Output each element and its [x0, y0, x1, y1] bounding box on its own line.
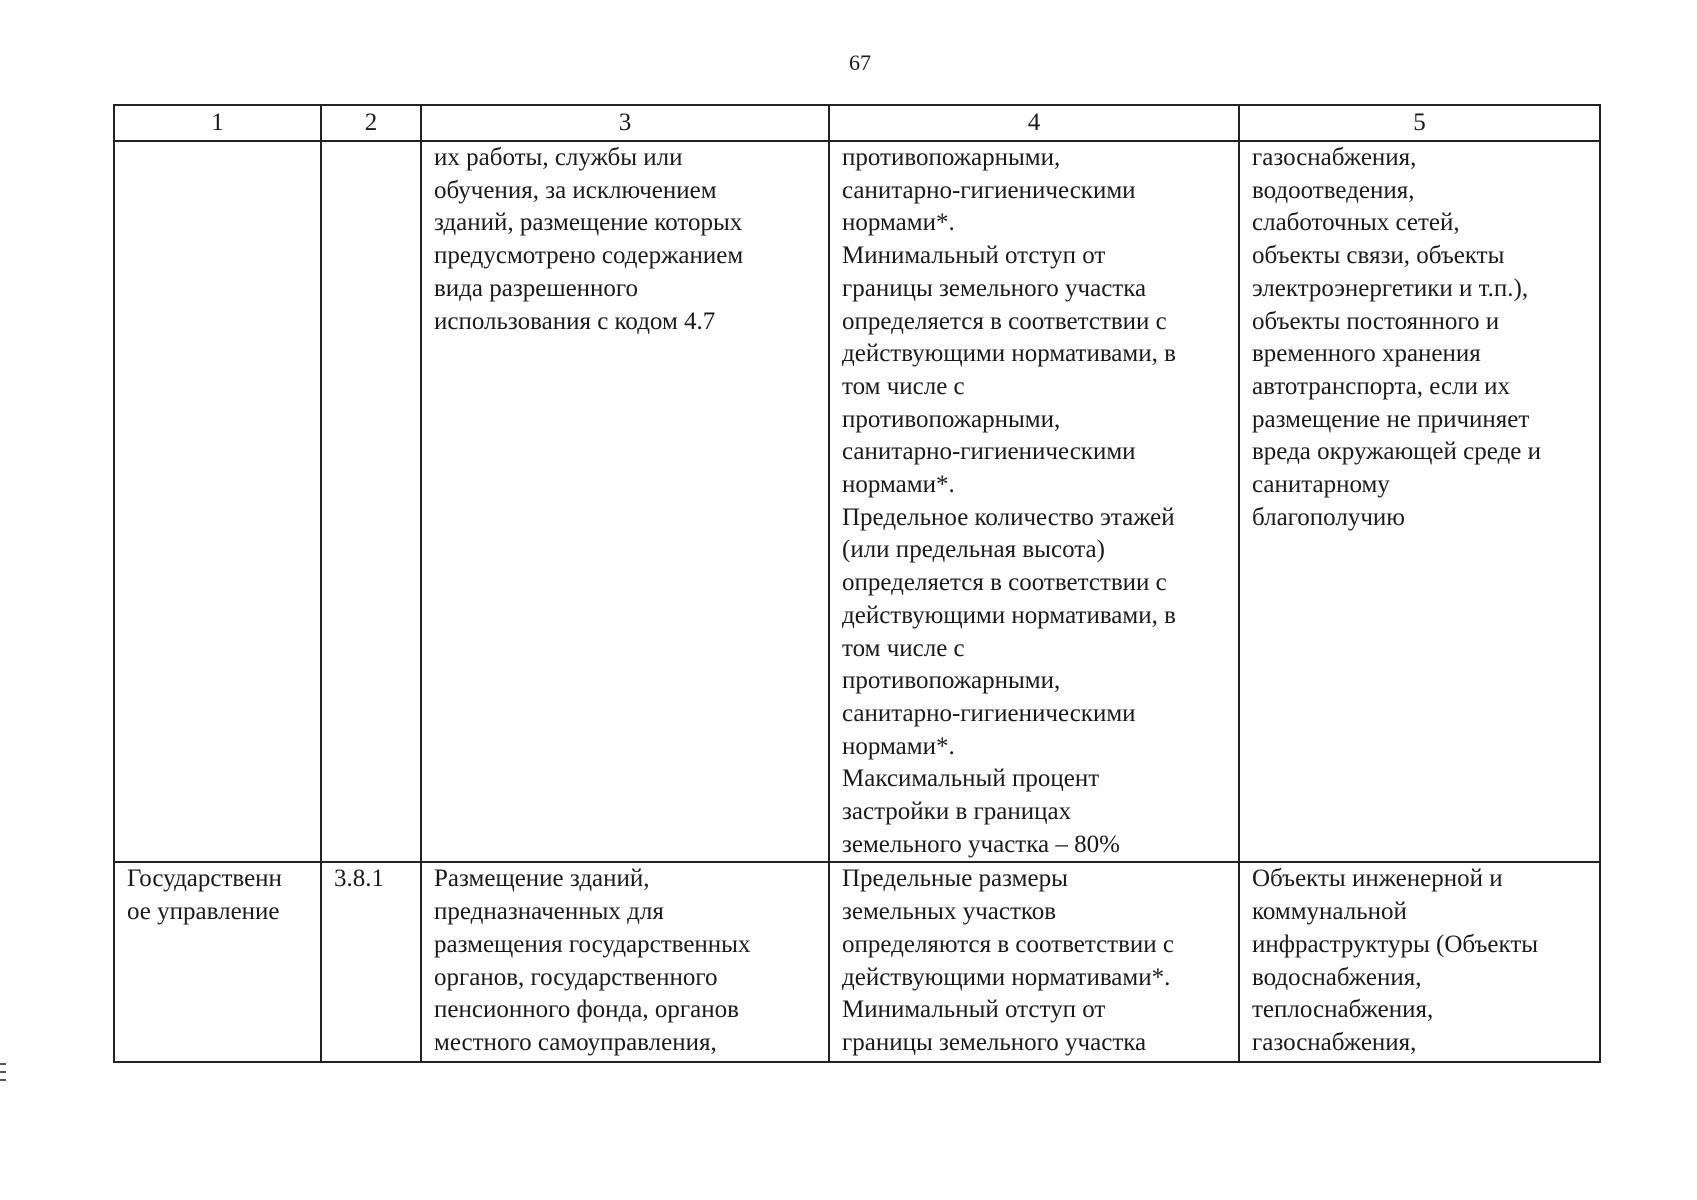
- cell-text-line: вреда окружающей среде и: [1252, 438, 1541, 466]
- cell-text-line: Государственн: [127, 865, 282, 893]
- cell-text-line: ое управление: [127, 898, 280, 926]
- cell-text-line: электроэнергетики и т.п.),: [1252, 274, 1529, 302]
- cell-text-line: благополучию: [1252, 503, 1405, 531]
- cell-parameters: [829, 862, 1239, 1062]
- cell-use-name: [114, 862, 321, 1062]
- cell-text-line: размещения государственных: [434, 930, 751, 958]
- cell-text-line: нормами*.: [842, 209, 955, 237]
- cell-text-line: местного самоуправления,: [434, 1028, 717, 1056]
- cell-text-line: границы земельного участка: [842, 274, 1147, 302]
- header-col-5: 5: [1239, 105, 1600, 141]
- cell-text-line: органов, государственного: [434, 963, 718, 991]
- cell-text-line: пенсионного фонда, органов: [434, 996, 739, 1024]
- cell-text-line: Размещение зданий,: [434, 865, 650, 893]
- cell-text-line: противопожарными,: [842, 405, 1061, 433]
- cell-text-line: том числе с: [842, 634, 965, 662]
- scan-edge-mark: [0, 1079, 6, 1081]
- cell-text-line: предназначенных для: [434, 898, 664, 926]
- cell-text-line: обучения, за исключением: [434, 176, 717, 204]
- cell-text-line: земельного участка – 80%: [842, 830, 1120, 858]
- cell-text-line: (или предельная высота): [842, 536, 1105, 564]
- cell-text-line: водоснабжения,: [1252, 963, 1422, 991]
- header-col-4: 4: [829, 105, 1239, 141]
- cell-text-line: водоотведения,: [1252, 176, 1415, 204]
- header-col-1: 1: [114, 105, 321, 141]
- cell-text-line: нормами*.: [842, 732, 955, 760]
- cell-text-line: Предельные размеры: [842, 865, 1068, 893]
- cell-text-line: 3.8.1: [334, 865, 384, 893]
- cell-text-line: санитарно-гигиеническими: [842, 699, 1136, 727]
- cell-text-line: автотранспорта, если их: [1252, 372, 1511, 400]
- cell-text-line: определяются в соответствии с: [842, 930, 1175, 958]
- cell-text-line: предусмотрено содержанием: [434, 242, 744, 270]
- cell-text-line: застройки в границах: [842, 798, 1072, 826]
- cell-text-line: газоснабжения,: [1252, 144, 1417, 171]
- cell-text-line: временного хранения: [1252, 340, 1481, 368]
- cell-text-line: слаботочных сетей,: [1252, 209, 1460, 237]
- cell-text-line: санитарному: [1252, 471, 1390, 499]
- cell-use-description: [421, 141, 829, 862]
- page-number: 67: [849, 50, 871, 75]
- cell-text-line: инфраструктуры (Объекты: [1252, 930, 1539, 958]
- cell-text-line: Минимальный отступ от: [842, 996, 1106, 1024]
- cell-text-line: объекты связи, объекты: [1252, 242, 1505, 270]
- cell-use-code: [321, 141, 421, 862]
- cell-text-line: объекты постоянного и: [1252, 307, 1500, 335]
- table-row: [114, 141, 1600, 862]
- cell-text-line: действующими нормативами*.: [842, 963, 1171, 991]
- cell-auxiliary-uses: [1239, 862, 1600, 1062]
- cell-use-description: [421, 862, 829, 1062]
- cell-text-line: действующими нормативами, в: [842, 601, 1176, 629]
- cell-text-line: коммунальной: [1252, 898, 1407, 926]
- cell-text-line: противопожарными,: [842, 667, 1061, 695]
- cell-text-line: определяется в соответствии с: [842, 307, 1167, 335]
- cell-text-line: действующими нормативами, в: [842, 340, 1176, 368]
- cell-text-line: использования с кодом 4.7: [434, 307, 716, 335]
- cell-text-line: зданий, размещение которых: [434, 209, 743, 237]
- header-col-2: 2: [321, 105, 421, 141]
- cell-text-line: газоснабжения,: [1252, 1028, 1417, 1056]
- header-col-3: 3: [421, 105, 829, 141]
- cell-text-line: теплоснабжения,: [1252, 996, 1434, 1024]
- header-row: [114, 105, 1600, 141]
- cell-auxiliary-uses: [1239, 141, 1600, 862]
- cell-text-line: санитарно-гигиеническими: [842, 438, 1136, 466]
- cell-use-name: [114, 141, 321, 862]
- cell-text-line: противопожарными,: [842, 144, 1061, 171]
- cell-text-line: том числе с: [842, 372, 965, 400]
- cell-text-line: земельных участков: [842, 898, 1057, 926]
- cell-text-line: границы земельного участка: [842, 1028, 1147, 1056]
- cell-text-line: их работы, службы или: [434, 144, 683, 171]
- cell-text-line: вида разрешенного: [434, 274, 639, 302]
- cell-text-line: определяется в соответствии с: [842, 569, 1167, 597]
- scan-edge-mark: [0, 1071, 6, 1073]
- cell-text-line: Объекты инженерной и: [1252, 865, 1503, 893]
- cell-text-line: размещение не причиняет: [1252, 405, 1530, 433]
- cell-parameters: [829, 141, 1239, 862]
- cell-text-line: Предельное количество этажей: [842, 503, 1175, 531]
- cell-text-line: Максимальный процент: [842, 765, 1100, 793]
- table-row: [114, 862, 1600, 1062]
- cell-text-line: Минимальный отступ от: [842, 242, 1106, 270]
- cell-use-code: [321, 862, 421, 1062]
- land-use-table: [113, 104, 1601, 1063]
- cell-text-line: нормами*.: [842, 471, 955, 499]
- scan-edge-mark: [0, 1063, 6, 1065]
- cell-text-line: санитарно-гигиеническими: [842, 176, 1136, 204]
